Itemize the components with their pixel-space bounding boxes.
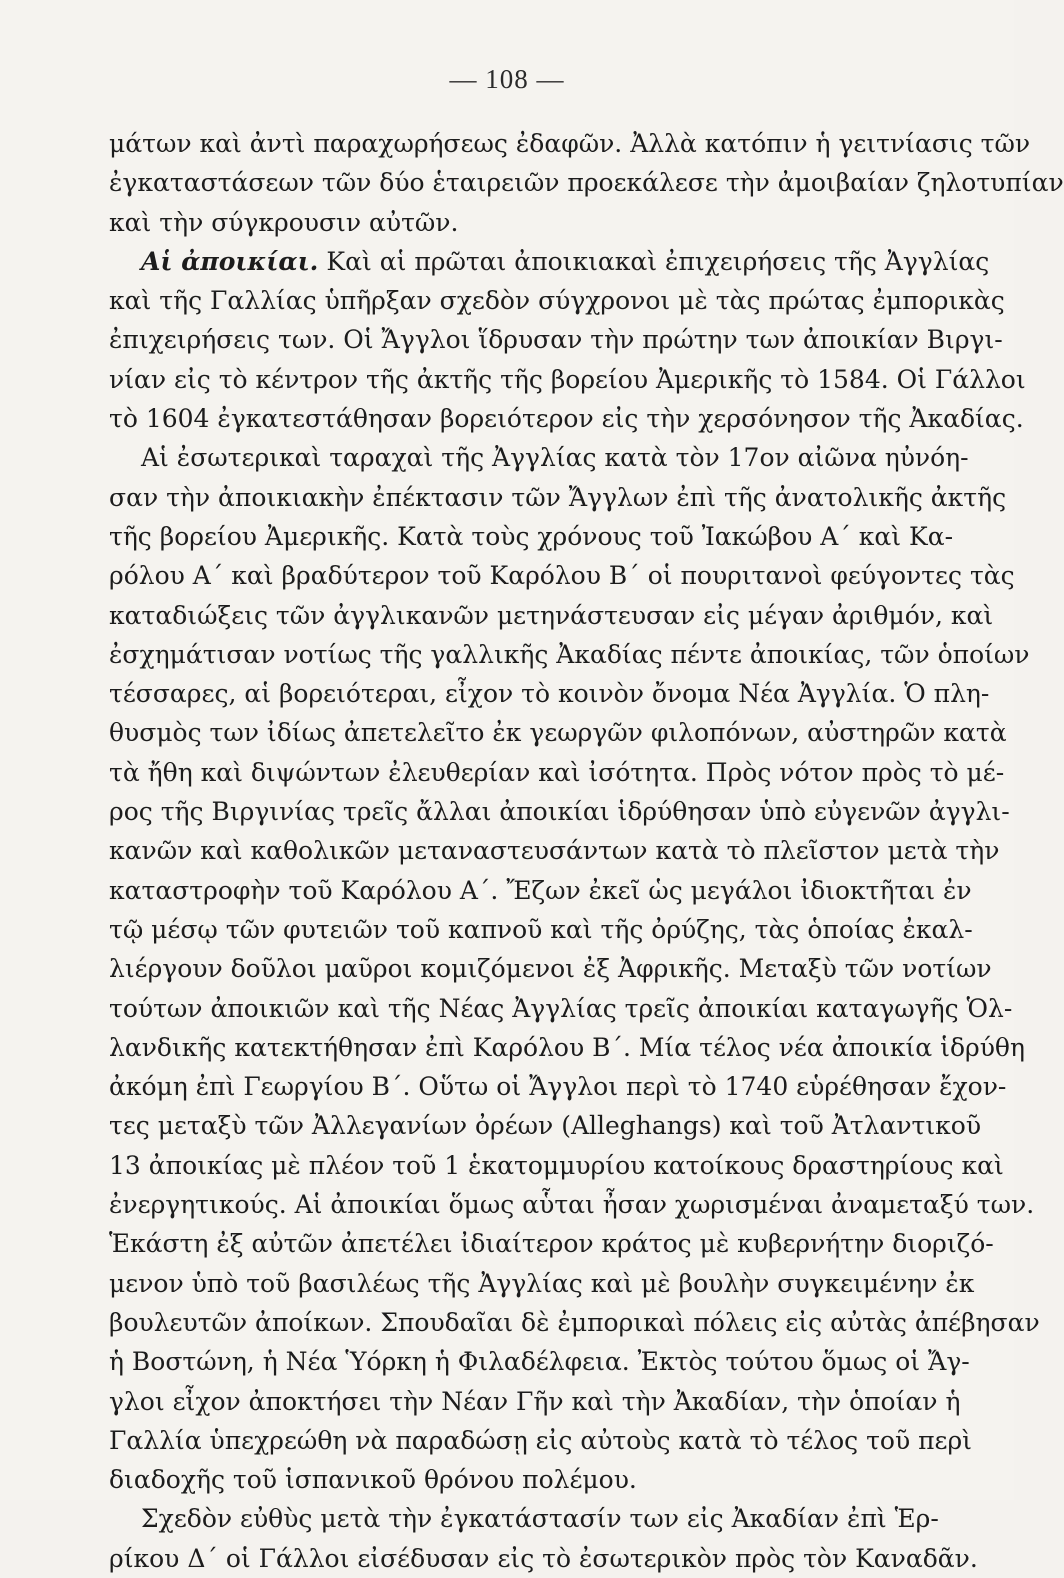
text-line: τες μεταξὺ τῶν Ἀλλεγανίων ὀρέων (Alleghangs) καὶ τοῦ Ἀτλαντικοῦ [109,1111,982,1141]
text-line: ἡ Βοστώνη, ἡ Νέα Ὑόρκη ἡ Φιλαδέλφεια. Ἐκτὸς τούτου ὅμως οἱ Ἄγ- [109,1347,970,1377]
section-heading-colonies: Αἱ ἀποικίαι. [141,246,319,276]
text-line: ρος τῆς Βιργινίας τρεῖς ἄλλαι ἀποικίαι ἱδρύθησαν ὑπὸ εὐγενῶν ἀγγλι- [109,797,1010,827]
paragraph-3 [109,438,1040,1499]
text-line: λιέργουν δοῦλοι μαῦροι κομιζόμενοι ἐξ Ἀφρικῆς. Μεταξὺ τῶν νοτίων [109,954,992,984]
text-line: θυσμὸς των ἰδίως ἀπετελεῖτο ἐκ γεωργῶν φιλοπόνων, αὐστηρῶν κατὰ [109,718,1007,748]
text-line: καὶ τὴν σύγκρουσιν αὐτῶν. [109,207,459,237]
text-line: βουλευτῶν ἀποίκων. Σπουδαῖαι δὲ ἐμπορικαὶ πόλεις εἰς αὐτὰς ἀπέβησαν [109,1307,1040,1337]
text-line: Ἑκάστη ἐξ αὐτῶν ἀπετέλει ἰδιαίτερον κράτος μὲ κυβερνήτην διοριζό- [109,1229,994,1259]
text-line: γλοι εἶχον ἀποκτήσει τὴν Νέαν Γῆν καὶ τὴν Ἀκαδίαν, τὴν ὁποίαν ἡ [109,1386,961,1416]
paragraph-2 [109,242,1026,438]
text-line: 13 ἀποικίας μὲ πλέον τοῦ 1 ἑκατομμυρίου κατοίκους δραστηρίους καὶ [109,1150,1004,1180]
text-line: τῆς βορείου Ἀμερικῆς. Κατὰ τοὺς χρόνους τοῦ Ἰακώβου Α΄ καὶ Κα- [109,521,954,551]
text-line: μενον ὑπὸ τοῦ βασιλέως τῆς Ἀγγλίας καὶ μὲ βουλὴν συγκειμένην ἐκ [109,1268,975,1298]
text-line: τέσσαρες, αἱ βορειότεραι, εἶχον τὸ κοινὸν ὄνομα Νέα Ἀγγλία. Ὁ πλη- [109,679,990,709]
text-line: Γαλλία ὑπεχρεώθη νὰ παραδώσῃ εἰς αὐτοὺς κατὰ τὸ τέλος τοῦ περὶ [109,1425,972,1455]
text-line: λανδικῆς κατεκτήθησαν ἐπὶ Καρόλου Β΄. Μία τέλος νέα ἀποικία ἱδρύθη [109,1032,1025,1062]
text-line: καταστροφὴν τοῦ Καρόλου Α΄. Ἔζων ἐκεῖ ὡς μεγάλοι ἰδιοκτῆται ἐν [109,875,972,905]
text-line: διαδοχῆς τοῦ ἱσπανικοῦ θρόνου πολέμου. [109,1465,637,1495]
text-line: καὶ τῆς Γαλλίας ὑπῆρξαν σχεδὸν σύγχρονοι μὲ τὰς πρώτας ἐμπορικὰς [109,286,1005,316]
text-line: τῷ μέσῳ τῶν φυτειῶν τοῦ καπνοῦ καὶ τῆς ὀρύζης, τὰς ὁποίας ἐκαλ- [109,914,973,944]
text-line: ἐσχημάτισαν νοτίως τῆς γαλλικῆς Ἀκαδίας πέντε ἀποικίας, τῶν ὁποίων [109,639,1030,669]
text-line: Σχεδὸν εὐθὺς μετὰ τὴν ἐγκατάστασίν των εἰς Ἀκαδίαν ἐπὶ Ἑρ- [141,1504,939,1534]
text-line: ἐνεργητικούς. Αἱ ἀποικίαι ὅμως αὗται ἦσαν χωρισμέναι ἀναμεταξύ των. [109,1190,1035,1220]
paragraph-1 [109,124,1064,242]
text-line: καταδιώξεις τῶν ἀγγλικανῶν μετηνάστευσαν εἰς μέγαν ἀριθμόν, καὶ [109,600,994,630]
text-line: μάτων καὶ ἀντὶ παραχωρήσεως ἐδαφῶν. Ἀλλὰ κατόπιν ἡ γειτνίασις τῶν [109,129,1031,158]
text-line [109,242,990,281]
text-line: ἐγκαταστάσεων τῶν δύο ἑταιρειῶν προεκάλεσε τὴν ἀμοιβαίαν ζηλοτυπίαν [109,168,1064,198]
text-line: τούτων ἀποικιῶν καὶ τῆς Νέας Ἀγγλίας τρεῖς ἀποικίαι καταγωγῆς Ὁλ- [109,993,1013,1023]
text-line: νίαν εἰς τὸ κέντρον τῆς ἀκτῆς τῆς βορείου Ἀμερικῆς τὸ 1584. Οἱ Γάλλοι [109,364,1026,394]
text-line: ἐπιχειρήσεις των. Οἱ Ἄγγλοι ἵδρυσαν τὴν πρώτην των ἀποικίαν Βιργι- [109,325,1003,355]
text-line: ἀκόμη ἐπὶ Γεωργίου Β΄. Οὕτω οἱ Ἄγγλοι περὶ τὸ 1740 εὑρέθησαν ἔχον- [109,1072,1007,1102]
text-line: τὰ ἤθη καὶ διψώντων ἐλευθερίαν καὶ ἰσότητα. Πρὸς νότον πρὸς τὸ μέ- [109,757,1005,787]
text-line: τὸ 1604 ἐγκατεστάθησαν βορειότερον εἰς τὴν χερσόνησον τῆς Ἀκαδίας. [109,404,1024,434]
text-line: Αἱ ἐσωτερικαὶ ταραχαὶ τῆς Ἀγγλίας κατὰ τὸν 17ον αἰῶνα ηὐνόη- [141,443,969,473]
text-line: σαν τὴν ἀποικιακὴν ἐπέκτασιν τῶν Ἄγγλων ἐπὶ τῆς ἀνατολικῆς ἀκτῆς [109,482,1007,512]
text-line: κανῶν καὶ καθολικῶν μεταναστευσάντων κατὰ τὸ πλεῖστον μετὰ τὴν [109,836,1000,866]
text-line: ρόλου Α΄ καὶ βραδύτερον τοῦ Καρόλου Β΄ οἱ πουριτανοὶ φεύγοντες τὰς [109,561,1015,591]
page-number: — 108 — [449,64,565,94]
text-line-content: Καὶ αἱ πρῶται ἀποικιακαὶ ἐπιχειρήσεις τῆς Ἀγγλίας [326,246,990,276]
body-text [109,124,1064,1578]
text-line: ρίκου Δ΄ οἱ Γάλλοι εἰσέδυσαν εἰς τὸ ἐσωτερικὸν πρὸς τὸν Καναδᾶν. [109,1543,978,1573]
paragraph-4 [109,1499,978,1578]
